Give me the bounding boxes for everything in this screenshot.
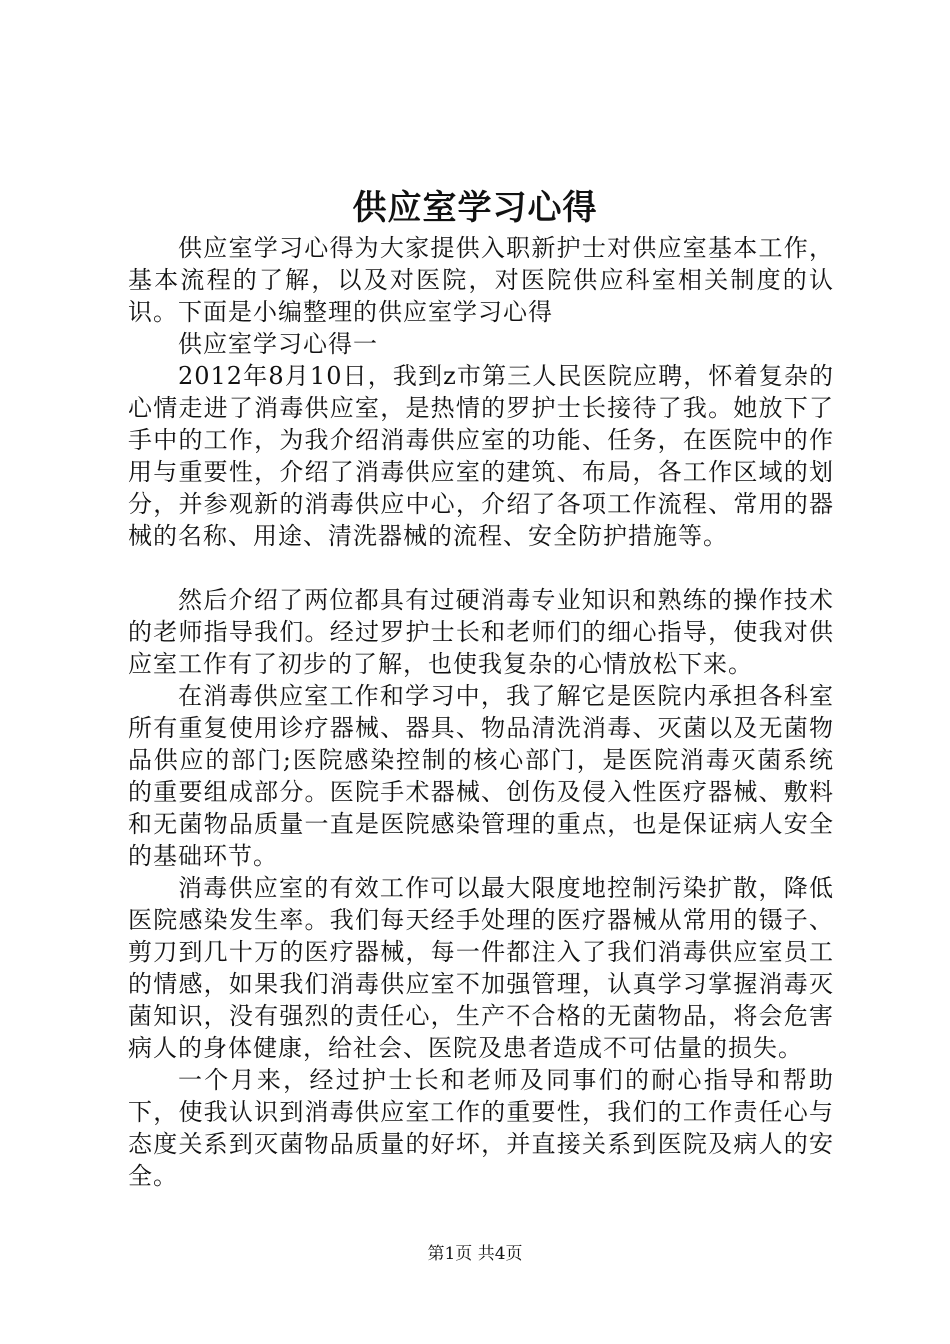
section-heading: 供应室学习心得一 (178, 330, 378, 358)
document-title: 供应室学习心得 (352, 188, 598, 228)
intro-paragraph: 供应室学习心得为大家提供入职新护士对供应室基本工作，基本流程的了解，以及对医院，对医院供应科室相关制度的认识。下面是小编整理的供应室学习心得 (128, 234, 834, 326)
body-paragraph: 2012年8月10日，我到z市第三人民医院应聘，怀着复杂的心情走进了消毒供应室，是热情的罗护士长接待了我。她放下了手中的工作，为我介绍消毒供应室的功能、任务，在医院中的作用与重要性，介绍了消毒供应室的建筑、布局，各工作区域的划分，并参观新的消毒供应中心，介绍了各项工作流程、常用的器械的名称、用途、清洗器械的流程、安全防护措施等。 (128, 362, 834, 550)
body-paragraph: 然后介绍了两位都具有过硬消毒专业知识和熟练的操作技术的老师指导我们。经过罗护士长和老师们的细心指导，使我对供应室工作有了初步的了解，也使我复杂的心情放松下来。 (128, 586, 834, 678)
page-number-footer: 第1页 共4页 (427, 1244, 523, 1264)
body-paragraph: 在消毒供应室工作和学习中，我了解它是医院内承担各科室所有重复使用诊疗器械、器具、物品清洗消毒、灭菌以及无菌物品供应的部门;医院感染控制的核心部门，是医院消毒灭菌系统的重要组成部分。医院手术器械、创伤及侵入性医疗器械、敷料和无菌物品质量一直是医院感染管理的重点，也是保证病人安全的基础环节。 (128, 682, 834, 870)
document-body (128, 232, 834, 1192)
body-paragraph: 一个月来，经过护士长和老师及同事们的耐心指导和帮助下，使我认识到消毒供应室工作的重要性，我们的工作责任心与态度关系到灭菌物品质量的好坏，并直接关系到医院及病人的安全。 (128, 1066, 834, 1190)
body-paragraph: 消毒供应室的有效工作可以最大限度地控制污染扩散，降低医院感染发生率。我们每天经手处理的医疗器械从常用的镊子、剪刀到几十万的医疗器械，每一件都注入了我们消毒供应室员工的情感，如果我们消毒供应室不加强管理，认真学习掌握消毒灭菌知识，没有强烈的责任心，生产不合格的无菌物品，将会危害病人的身体健康，给社会、医院及患者造成不可估量的损失。 (128, 874, 834, 1062)
